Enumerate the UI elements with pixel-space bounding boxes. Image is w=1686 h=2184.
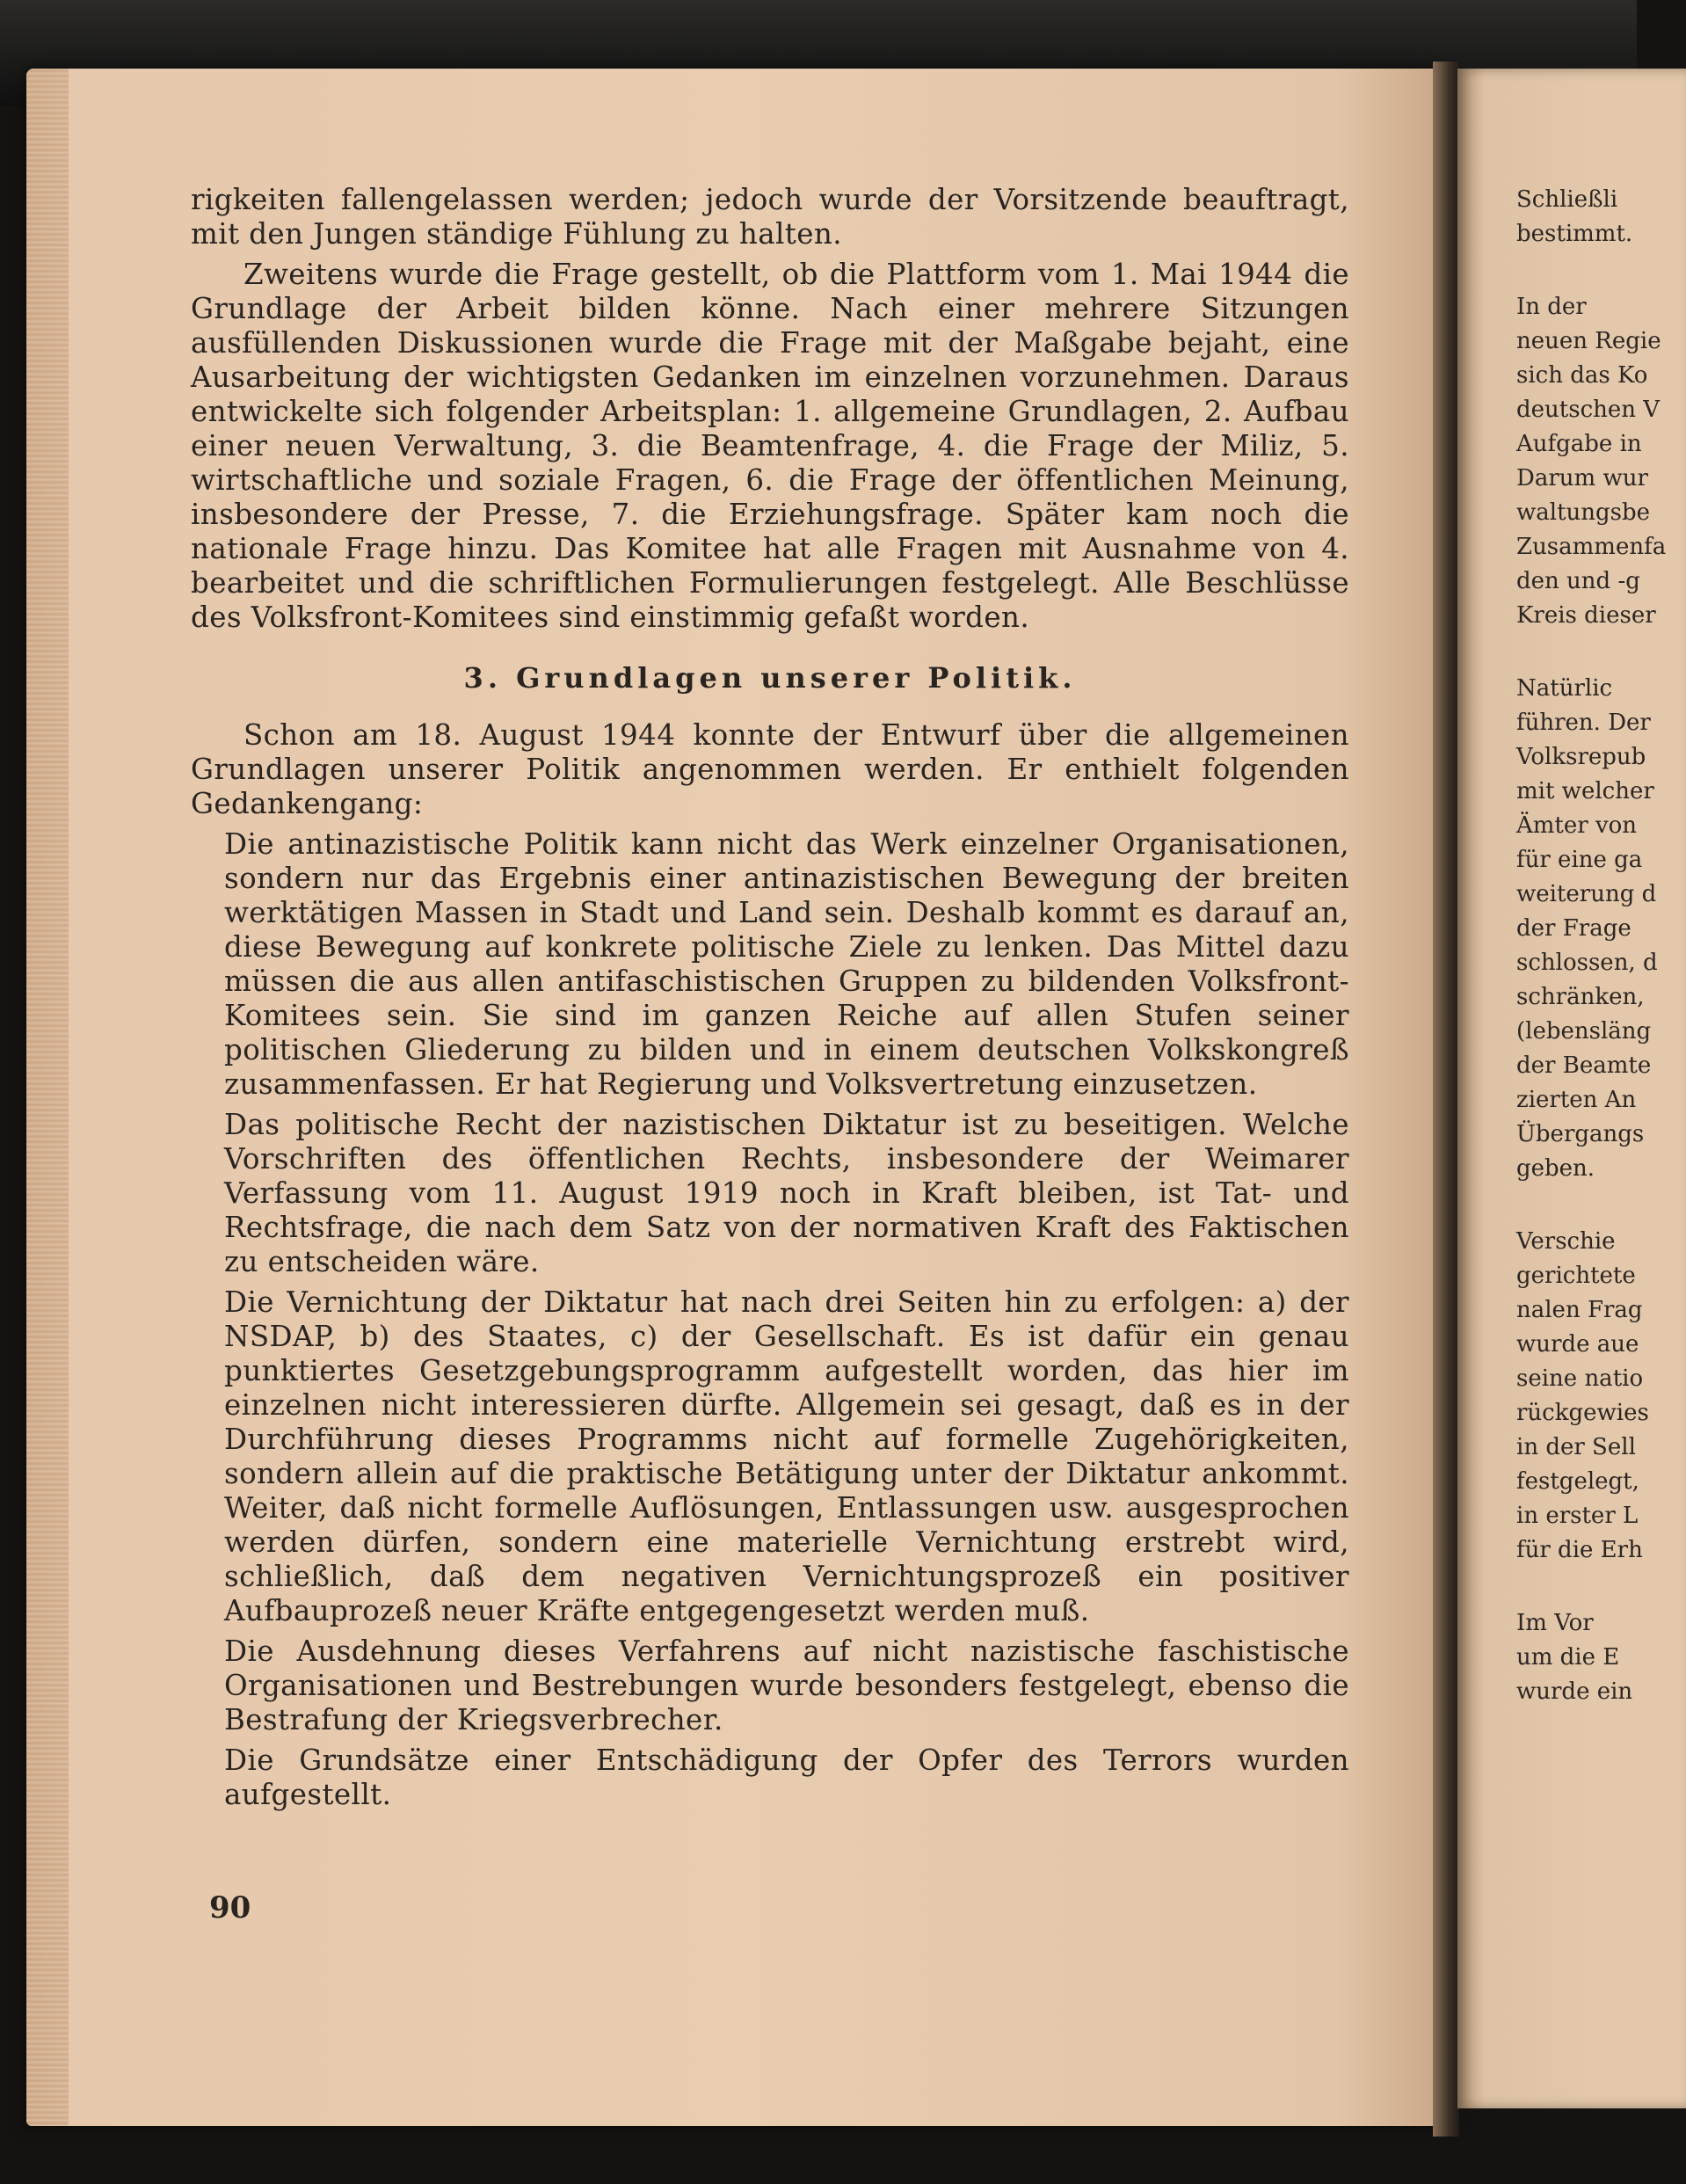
paragraph: rigkeiten fallengelassen werden; jedoch wurde der Vorsitzende beauftragt, mit den Jungen ständige Fühlung zu halten.	[191, 183, 1349, 251]
right-page-line: Übergangs	[1516, 1121, 1645, 1147]
right-page-line: in erster L	[1516, 1503, 1639, 1529]
quoted-paragraph: Die Vernichtung der Diktatur hat nach drei Seiten hin zu erfolgen: a) der NSDAP, b) des Staates, c) der Gesellschaft. Es ist dafür ein genau punktiertes Gesetzgebungsprogramm aufgestellt worden, das hier im einzelnen nicht interessieren dürfte. Allgemein sei gesagt, daß es in der Durchführung dieses Programms nicht auf formelle Zugehörigkeiten, sondern allein auf die praktische Betätigung unter der Diktatur ankommt. Weiter, daß nicht formelle Auflösungen, Entlassungen usw. ausgesprochen werden dürfen, sondern eine materielle Vernichtung erstrebt wird, schließlich, daß dem negativen Vernichtungsprozeß ein positiver Aufbauprozeß neuer Kräfte entgegengesetzt werden muß.	[224, 1285, 1349, 1627]
right-page-line: wurde ein	[1516, 1678, 1633, 1705]
right-page-line: für die Erh	[1516, 1537, 1643, 1563]
right-page-line: Darum wur	[1516, 465, 1648, 491]
right-page-line: bestimmt.	[1516, 221, 1633, 247]
right-page-line: in der Sell	[1516, 1434, 1636, 1460]
right-page-line: Verschie	[1516, 1228, 1616, 1255]
right-page-line: (lebensläng	[1516, 1018, 1652, 1045]
right-page-line: Volksrepub	[1516, 744, 1646, 770]
right-page-gap	[1516, 251, 1639, 290]
quoted-paragraph: Die antinazistische Politik kann nicht das Werk einzelner Organisationen, sondern nur das Ergebnis einer antinazistischen Bewegung der breiten werktätigen Massen in Stadt und Land sein. Deshalb kommt es darauf an, diese Bewegung auf konkrete politische Ziele zu lenken. Das Mittel dazu müssen die aus allen antifaschistischen Gruppen zu bildenden Volksfront-Komitees sein. Sie sind im ganzen Reiche auf allen Stufen seiner politischen Gliederung zu bilden und in einem deutschen Volkskongreß zusammenfassen. Er hat Regierung und Volksvertretung einzusetzen.	[224, 827, 1349, 1101]
right-page-line: führen. Der	[1516, 710, 1651, 736]
right-page-line: waltungsbe	[1516, 499, 1651, 526]
right-page-line: Ämter von	[1516, 812, 1638, 839]
right-page-gap	[1516, 1568, 1639, 1606]
right-page-line: Natürlic	[1516, 675, 1613, 702]
right-page-line: nalen Frag	[1516, 1297, 1643, 1323]
book-gutter	[1433, 62, 1459, 2137]
right-page-line: Zusammenfa	[1516, 534, 1667, 560]
right-page-line: rückgewies	[1516, 1400, 1649, 1426]
paragraph: Schon am 18. August 1944 konnte der Entwurf über die allgemeinen Grundlagen unserer Politik angenommen werden. Er enthielt folgenden Gedankengang:	[191, 718, 1349, 820]
right-page-line: zierten An	[1516, 1087, 1637, 1113]
right-page-line: um die E	[1516, 1644, 1620, 1671]
right-page-gap	[1516, 1186, 1639, 1225]
right-page-line: wurde aue	[1516, 1331, 1639, 1358]
right-page-line: der Frage	[1516, 915, 1631, 942]
right-page-line: Kreis dieser	[1516, 602, 1656, 629]
right-page-line: der Beamte	[1516, 1052, 1652, 1079]
right-page-line: mit welcher	[1516, 778, 1654, 804]
right-page-line: für eine ga	[1516, 847, 1643, 873]
right-page-line: weiterung d	[1516, 881, 1657, 907]
quoted-paragraph: Die Ausdehnung dieses Verfahrens auf nicht nazistische faschistische Organisationen und Bestrebungen wurde besonders festgelegt, ebenso die Bestrafung der Kriegsverbrecher.	[224, 1634, 1349, 1736]
quoted-paragraph: Das politische Recht der nazistischen Diktatur ist zu beseitigen. Welche Vorschriften des öffentlichen Rechts, insbesondere der Weimarer Verfassung vom 11. August 1919 noch in Kraft bleiben, ist Tat- und Rechtsfrage, die nach dem Satz von der normativen Kraft des Faktischen zu entscheiden wäre.	[224, 1108, 1349, 1278]
right-page-line: seine natio	[1516, 1365, 1644, 1392]
quoted-paragraph: Die Grundsätze einer Entschädigung der Opfer des Terrors wurden aufgestellt.	[224, 1744, 1349, 1811]
right-page-line: geben.	[1516, 1155, 1595, 1182]
main-text-block	[191, 183, 1349, 1818]
right-page-text	[1516, 183, 1667, 1709]
right-page-line: Im Vor	[1516, 1610, 1594, 1636]
right-page-gap	[1516, 633, 1639, 672]
right-page-line: festgelegt,	[1516, 1468, 1639, 1495]
right-page-line: In der	[1516, 294, 1587, 320]
page-edge	[26, 69, 69, 2126]
right-page-line: schränken,	[1516, 984, 1645, 1010]
page-number: 90	[209, 1890, 251, 1926]
paragraph: Zweitens wurde die Frage gestellt, ob die Plattform vom 1. Mai 1944 die Grundlage der Arbeit bilden könne. Nach einer mehrere Sitzungen ausfüllenden Diskussionen wurde die Frage mit der Maßgabe bejaht, eine Ausarbeitung der wichtigsten Gedanken im einzelnen vorzunehmen. Daraus entwickelte sich folgender Arbeitsplan: 1. allgemeine Grundlagen, 2. Aufbau einer neuen Verwaltung, 3. die Beamtenfrage, 4. die Frage der Miliz, 5. wirtschaftliche und soziale Fragen, 6. die Frage der öffentlichen Meinung, insbesondere der Presse, 7. die Erziehungsfrage. Später kam noch die nationale Frage hinzu. Das Komitee hat alle Fragen mit Ausnahme von 4. bearbeitet und die schriftlichen Formulierungen festgelegt. Alle Beschlüsse des Volksfront-Komitees sind einstimmig gefaßt worden.	[191, 258, 1349, 634]
right-page-line: Schließli	[1516, 186, 1618, 213]
right-page-line: deutschen V	[1516, 397, 1661, 423]
section-heading: 3. Grundlagen unserer Politik.	[463, 661, 1077, 695]
right-page-line: gerichtete	[1516, 1263, 1636, 1289]
right-page-line: Aufgabe in	[1516, 431, 1642, 457]
right-page-line: neuen Regie	[1516, 328, 1661, 354]
right-page-line: den und -g	[1516, 568, 1640, 594]
right-page-line: schlossen, d	[1516, 950, 1658, 976]
right-page-line: sich das Ko	[1516, 362, 1648, 389]
